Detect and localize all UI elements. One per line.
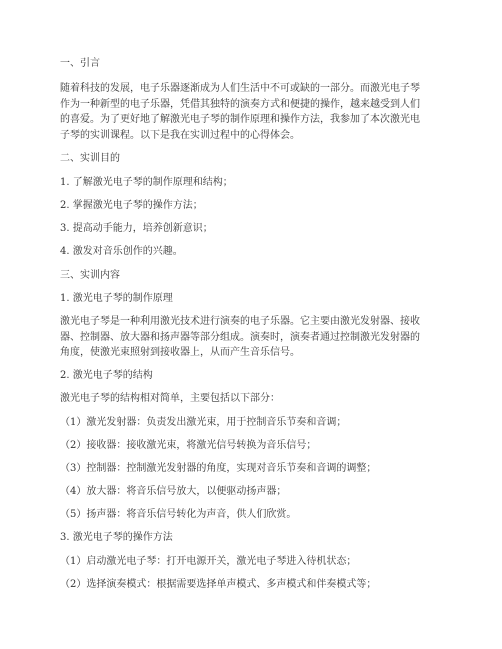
intro-line: 作为一种新型的电子乐器，凭借其独特的演奏方式和便捷的操作，越来越受到人们 [60,98,420,110]
principle-paragraph [60,314,440,361]
goal-item: 3. 提高动手能力，培养创新意识； [60,223,213,234]
intro-line: 子琴的实训课程。以下是我在实训过程中的心得体会。 [60,129,300,141]
intro-paragraph [60,81,440,143]
structure-item: （4）放大器：将音乐信号放大，以便驱动扬声器； [60,486,287,497]
principle-line: 角度，使激光束照射到接收器上，从而产生音乐信号。 [60,347,300,358]
goal-item: 1. 了解激光电子琴的制作原理和结构； [60,177,233,188]
heading-introduction: 一、引言 [60,58,100,69]
intro-line: 随着科技的发展，电子乐器逐渐成为人们生活中不可或缺的一部分。而激光电子琴 [60,83,420,94]
structure-intro: 激光电子琴的结构相对简单，主要包括以下部分： [60,393,280,404]
structure-item: （1）激光发射器：负责发出激光束，用于控制音乐节奏和音调； [60,417,347,428]
structure-item: （5）扬声器：将音乐信号转化为声音，供人们欣赏。 [60,509,297,520]
goal-item: 4. 激发对音乐创作的兴趣。 [60,246,183,257]
heading-training-goals: 二、实训目的 [60,153,120,164]
structure-item: （2）接收器：接收激光束，将激光信号转换为音乐信号； [60,440,317,451]
heading-training-content: 三、实训内容 [60,270,120,281]
structure-item: （3）控制器：控制激光发射器的角度，实现对音乐节奏和音调的调整； [60,463,377,474]
section-title: 1. 激光电子琴的制作原理 [60,293,173,304]
section-title: 3. 激光电子琴的操作方法 [60,532,173,543]
operation-item: （2）选择演奏模式：根据需要选择单声模式、多声模式和伴奏模式等； [60,579,377,590]
principle-line: 激光电子琴是一种利用激光技术进行演奏的电子乐器。它主要由激光发射器、接收 [60,316,420,327]
principle-line: 器、控制器、放大器和扬声器等部分组成。演奏时，演奏者通过控制激光发射器的 [60,331,420,343]
operation-item: （1）启动激光电子琴：打开电源开关，激光电子琴进入待机状态； [60,556,357,567]
goal-item: 2. 掌握激光电子琴的操作方法； [60,200,203,211]
section-title: 2. 激光电子琴的结构 [60,370,153,381]
intro-line: 的喜爱。为了更好地了解激光电子琴的制作原理和操作方法，我参加了本次激光电 [60,114,420,125]
